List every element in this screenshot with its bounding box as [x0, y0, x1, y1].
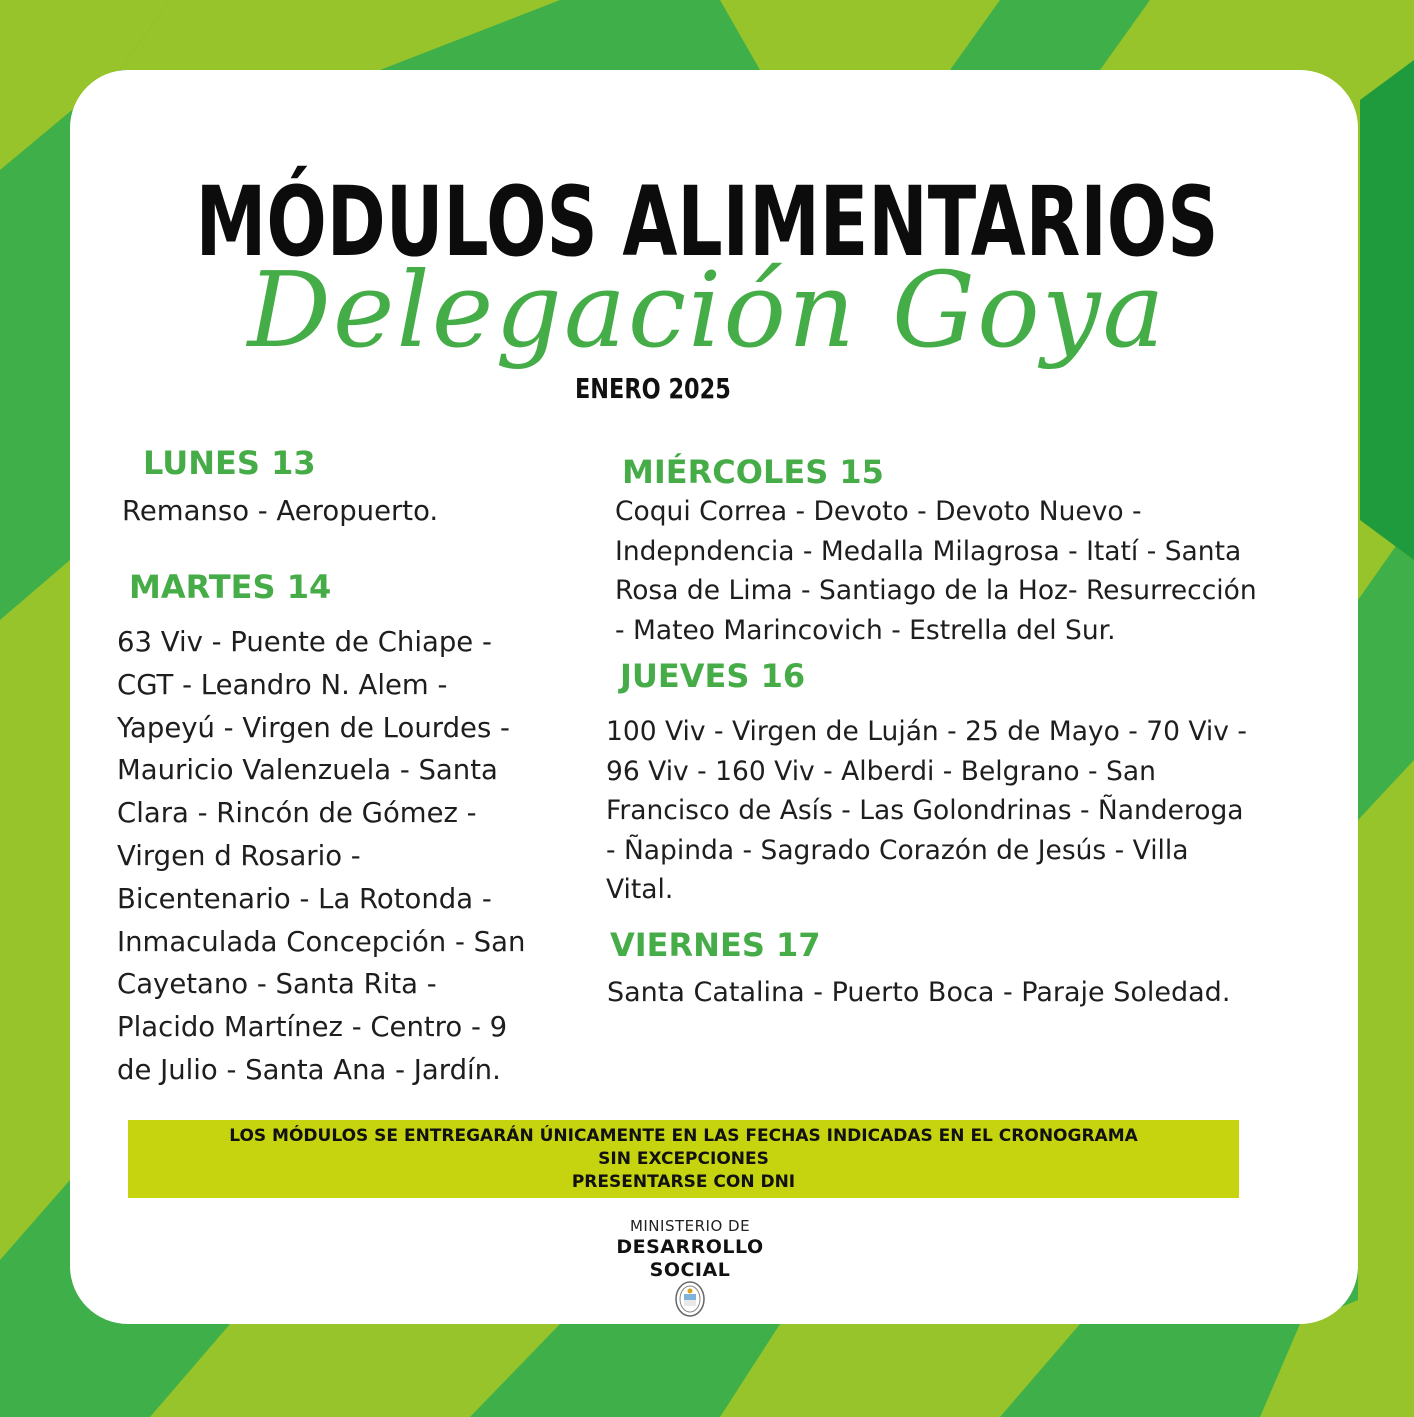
place-line: 63 Viv - Puente de Chiape -: [117, 626, 492, 658]
places-viernes: [607, 973, 1230, 1013]
place-line: Clara - Rincón de Gómez -: [117, 797, 477, 830]
page-subtitle: Delegación Goya: [247, 249, 1167, 371]
places-lunes: [122, 490, 438, 533]
ministry-logo: [590, 1216, 790, 1282]
notice-line: LOS MÓDULOS SE ENTREGARÁN ÚNICAMENTE EN LAS FECHAS INDICADAS EN EL CRONOGRAMA: [229, 1126, 1138, 1146]
ministry-line-3: SOCIAL: [649, 1259, 731, 1281]
place-line: Vital.: [606, 874, 674, 905]
place-line: Mauricio Valenzuela - Santa: [117, 754, 498, 787]
month-label: ENERO 2025: [575, 372, 731, 405]
ministry-line-1: MINISTERIO DE: [629, 1217, 751, 1235]
place-line: Francisco de Asís - Las Golondrinas - Ñanderoga: [606, 795, 1244, 826]
day-heading-jueves: JUEVES 16: [620, 657, 806, 695]
place-line: Indepndencia - Medalla Milagrosa - Itatí - Santa: [615, 535, 1242, 567]
place-line: de Julio - Santa Ana - Jardín.: [117, 1053, 501, 1086]
places-jueves: [606, 712, 1247, 910]
place-line: CGT - Leandro N. Alem -: [117, 668, 448, 701]
day-heading-viernes: VIERNES 17: [610, 926, 821, 964]
day-heading-lunes: LUNES 13: [143, 444, 316, 482]
place-line: Remanso - Aeropuerto.: [122, 495, 439, 527]
day-heading-martes: MARTES 14: [129, 568, 332, 606]
place-line: Inmaculada Concepción - San: [117, 925, 526, 958]
place-line: Virgen d Rosario -: [117, 839, 361, 872]
notice-line: SIN EXCEPCIONES: [598, 1149, 769, 1169]
place-line: - Mateo Marincovich - Estrella del Sur.: [615, 614, 1116, 646]
place-line: 96 Viv - 160 Viv - Alberdi - Belgrano - San: [606, 755, 1156, 787]
places-miercoles: [615, 492, 1257, 650]
place-line: - Ñapinda - Sagrado Corazón de Jesús - Villa: [606, 834, 1189, 866]
day-heading-miercoles: MIÉRCOLES 15: [622, 453, 884, 491]
place-line: Yapeyú - Virgen de Lourdes -: [117, 711, 510, 744]
place-line: 100 Viv - Virgen de Luján - 25 de Mayo - 70 Viv -: [606, 716, 1247, 747]
notice-line: PRESENTARSE CON DNI: [571, 1172, 796, 1192]
notice-banner: [128, 1120, 1239, 1198]
place-line: Cayetano - Santa Rita -: [117, 968, 437, 1001]
place-line: Rosa de Lima - Santiago de la Hoz- Resurrección: [615, 575, 1257, 606]
ministry-line-2: DESARROLLO: [616, 1236, 764, 1258]
place-line: Coqui Correa - Devoto - Devoto Nuevo -: [615, 496, 1142, 527]
provincial-seal-icon: [674, 1280, 706, 1318]
place-line: Placido Martínez - Centro - 9: [117, 1011, 508, 1044]
page-title: MÓDULOS ALIMENTARIOS: [195, 166, 1219, 278]
place-line: Santa Catalina - Puerto Boca - Paraje Soledad.: [607, 977, 1231, 1008]
place-line: Bicentenario - La Rotonda -: [117, 882, 492, 915]
places-martes: [117, 621, 525, 1092]
